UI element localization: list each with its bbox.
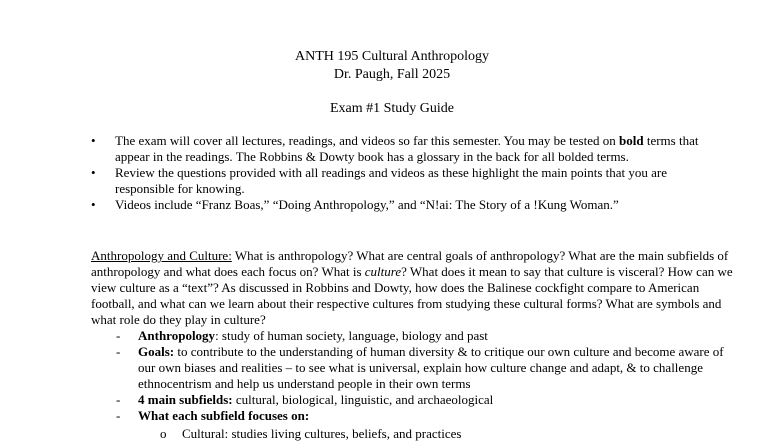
subfield-list [160,426,720,442]
list-item: - What each subfield focuses on: [116,408,310,423]
section-anthropology-culture: Anthropology and Culture: What is anthropology? What are central goals of anthropology? What are the main subfields of anthropology and what does each focus on? What is culture? What does it mean to say that culture is visceral? How can we view culture as a “text”? As discussed in Robbins and Dowty, how does the Balinese cockfight compare to American football, and what can we learn about their respective cultures from studying these cultural forms? What are symbols and what role do they play in culture? [91,248,733,327]
list-item: • Videos include “Franz Boas,” “Doing Anthropology,” and “N!ai: The Story of a !Kung Woman.” [91,197,619,212]
list-item: o Cultural: studies living cultures, beliefs, and practices [160,426,462,441]
list-item: • The exam will cover all lectures, readings, and videos so far this semester. You may be tested on bold terms that appear in the readings. The Robbins & Dowty book has a glossary in the back for all bolded terms. [91,133,699,164]
list-item: • Review the questions provided with all readings and videos as these highlight the main points that you are responsible for knowing. [91,165,668,196]
dash-marker: - [116,408,121,423]
list-item: - Anthropology: study of human society, language, biology and past [116,328,488,343]
circle-marker: o [160,426,167,441]
instructions-list [89,133,729,213]
bullet-icon: • [91,133,96,148]
dash-marker: - [116,328,121,343]
instructor-term: Dr. Paugh, Fall 2025 [333,67,451,82]
list-item: - 4 main subfields: cultural, biological, linguistic, and archaeological [116,392,494,407]
dash-marker: - [116,392,121,407]
section-heading: Anthropology and Culture: [91,248,232,263]
key-points-list [116,328,736,424]
bullet-icon: • [91,197,96,212]
bullet-icon: • [91,165,96,180]
guide-title: Exam #1 Study Guide [329,101,455,116]
dash-marker: - [116,344,121,359]
course-title: ANTH 195 Cultural Anthropology [294,49,490,64]
list-item: - Goals: to contribute to the understanding of human diversity & to critique our own culture and become aware of our own biases and realities – to see what is universal, explain how culture change and adapt, & to challenge ethnocentrism and help us understand people in their own terms [116,344,724,391]
